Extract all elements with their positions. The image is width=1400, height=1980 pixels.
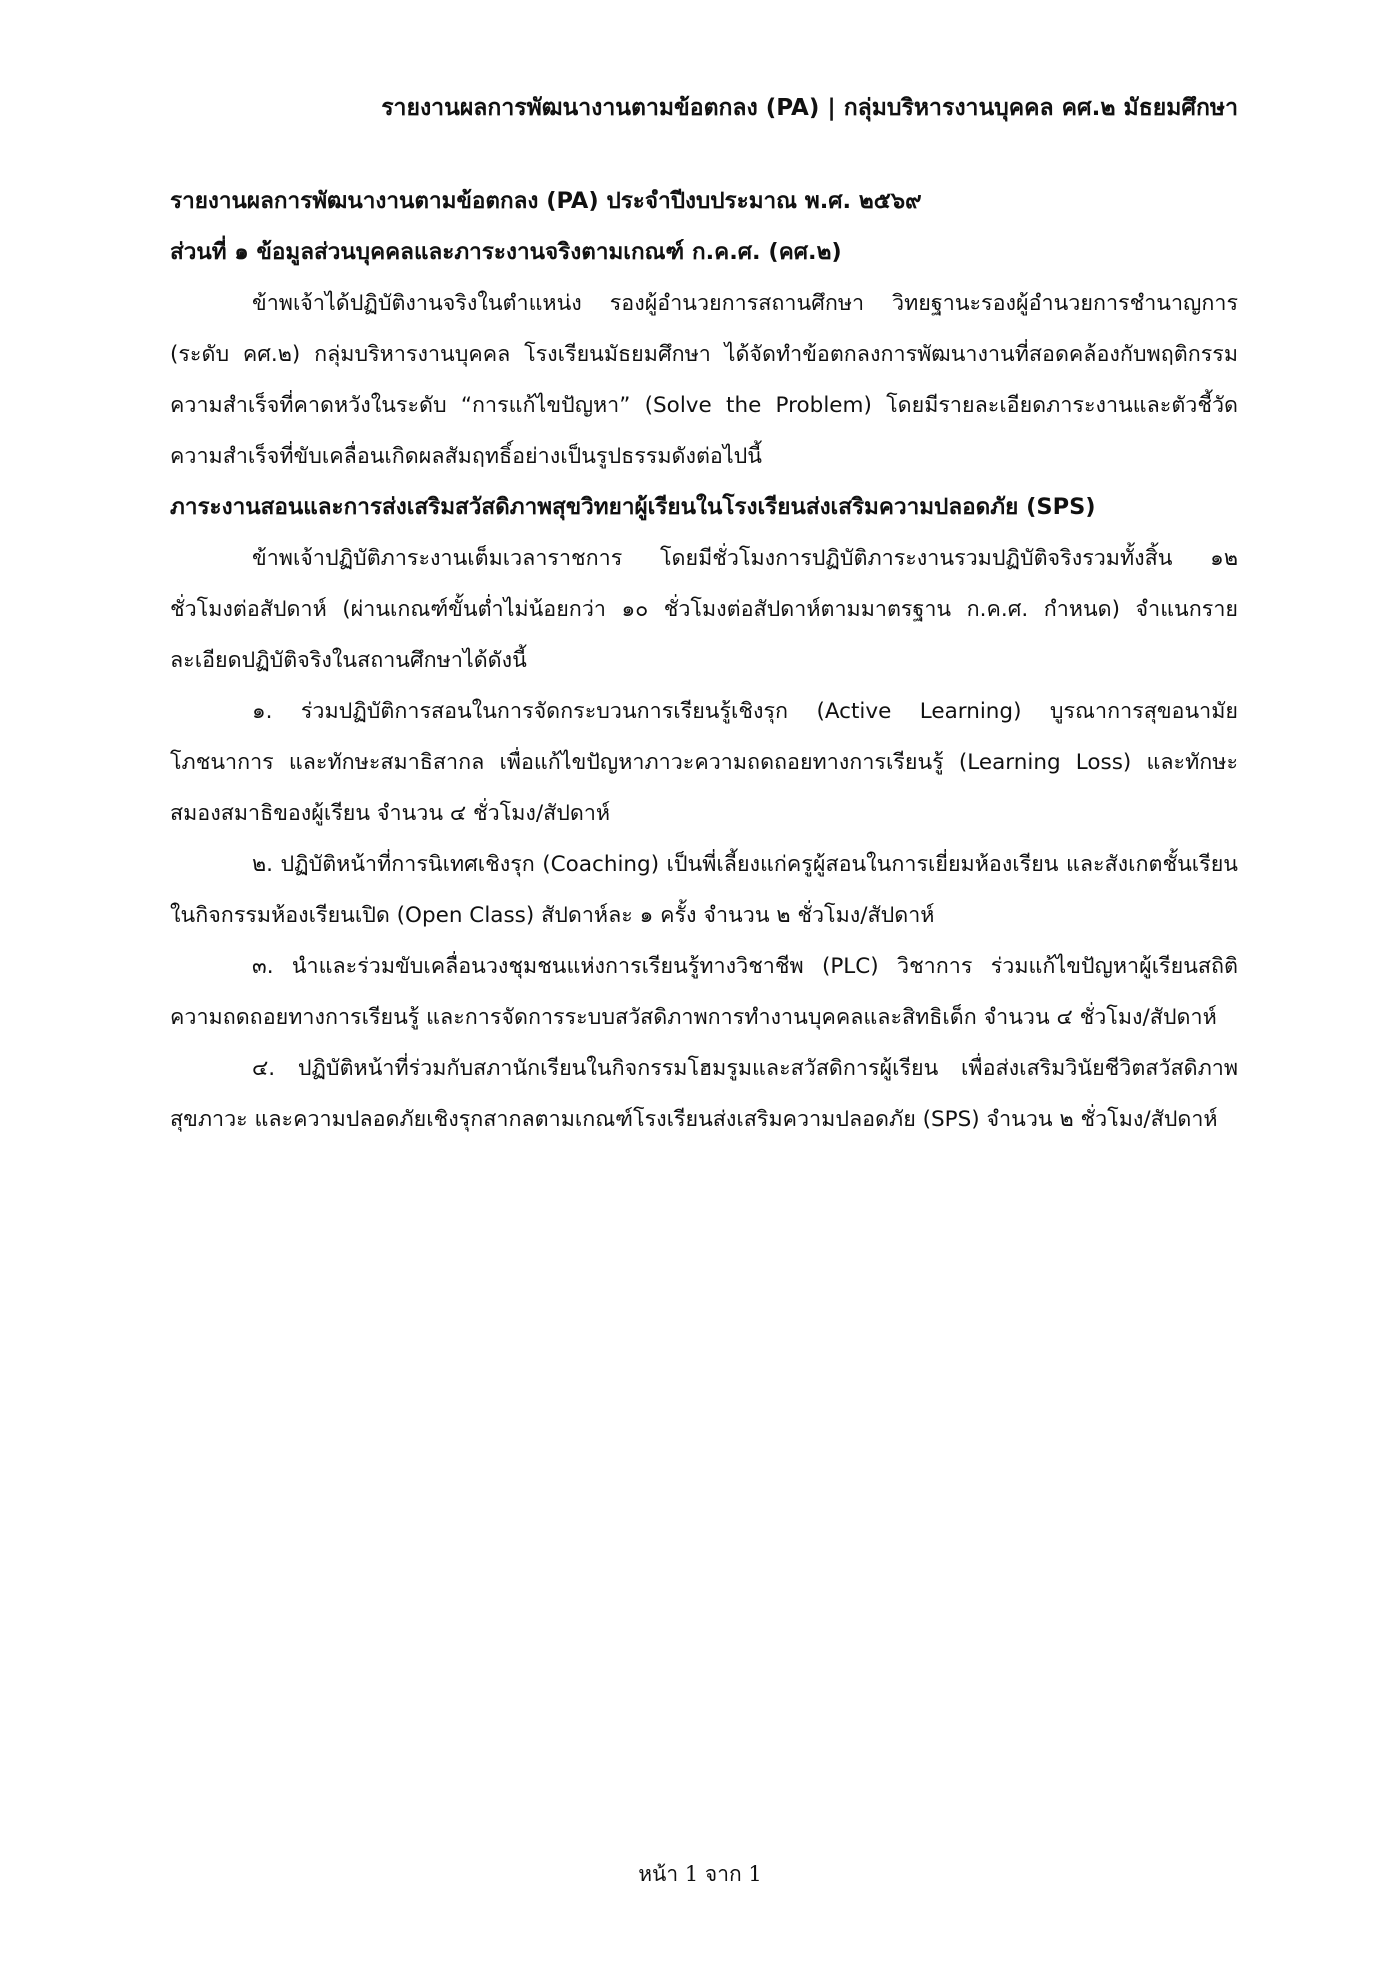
intro-paragraph: ข้าพเจ้าได้ปฏิบัติงานจริงในตำแหน่ง รองผู้อำนวยการสถานศึกษา วิทยฐานะรองผู้อำนวยการชำนาญการ (ระดับ คศ.๒) กลุ่มบริหารงานบุคคล โรงเรียนมัธยมศึกษา ได้จัดทำข้อตกลงการพัฒนางานที่สอดคล้องกับพฤติกรรมความสำเร็จที่คาดหวังในระดับ “การแก้ไขปัญหา” (Solve the Problem) โดยมีรายละเอียดภาระงานและตัวชี้วัดความสำเร็จที่ขับเคลื่อนเกิดผลสัมฤทธิ์อย่างเป็นรูปธรรมดังต่อไปนี้: [170, 291, 1238, 469]
document-body: [170, 176, 1238, 1145]
list-item: ๓. นำและร่วมขับเคลื่อนวงชุมชนแห่งการเรียนรู้ทางวิชาชีพ (PLC) วิชาการ ร่วมแก้ไขปัญหาผู้เรียนสถิติความถดถอยทางการเรียนรู้ และการจัดการระบบสวัสดิภาพการทำงานบุคคลและสิทธิเด็ก จำนวน ๔ ชั่วโมง/สัปดาห์: [170, 954, 1238, 1030]
list-item: ๔. ปฏิบัติหน้าที่ร่วมกับสภานักเรียนในกิจกรรมโฮมรูมและสวัสดิการผู้เรียน เพื่อส่งเสริมวินัยชีวิตสวัสดิภาพ สุขภาวะ และความปลอดภัยเชิงรุกสากลตามเกณฑ์โรงเรียนส่งเสริมความปลอดภัย (SPS) จำนวน ๒ ชั่วโมง/สัปดาห์: [170, 1056, 1238, 1132]
document-title: รายงานผลการพัฒนางานตามข้อตกลง (PA) ประจำปีงบประมาณ พ.ศ. ๒๕๖๙: [170, 188, 922, 214]
running-header: รายงานผลการพัฒนางานตามข้อตกลง (PA) | กลุ่มบริหารงานบุคคล คศ.๒ มัธยมศึกษา: [381, 95, 1238, 121]
workload-paragraph: ข้าพเจ้าปฏิบัติภาระงานเต็มเวลาราชการ โดยมีชั่วโมงการปฏิบัติภาระงานรวมปฏิบัติจริงรวมทั้งสิ้น ๑๒ ชั่วโมงต่อสัปดาห์ (ผ่านเกณฑ์ขั้นต่ำไม่น้อยกว่า ๑๐ ชั่วโมงต่อสัปดาห์ตามมาตรฐาน ก.ค.ศ. กำหนด) จำแนกรายละเอียดปฏิบัติจริงในสถานศึกษาได้ดังนี้: [170, 546, 1238, 673]
list-item: ๒. ปฏิบัติหน้าที่การนิเทศเชิงรุก (Coaching) เป็นพี่เลี้ยงแก่ครูผู้สอนในการเยี่ยมห้องเรียน และสังเกตชั้นเรียนในกิจกรรมห้องเรียนเปิด (Open Class) สัปดาห์ละ ๑ ครั้ง จำนวน ๒ ชั่วโมง/สัปดาห์: [170, 852, 1238, 928]
section-heading: ส่วนที่ ๑ ข้อมูลส่วนบุคคลและภาระงานจริงตามเกณฑ์ ก.ค.ศ. (คศ.๒): [170, 239, 842, 265]
list-item: ๑. ร่วมปฏิบัติการสอนในการจัดกระบวนการเรียนรู้เชิงรุก (Active Learning) บูรณาการสุขอนามัยโภชนาการ และทักษะสมาธิสากล เพื่อแก้ไขปัญหาภาวะความถดถอยทางการเรียนรู้ (Learning Loss) และทักษะสมองสมาธิของผู้เรียน จำนวน ๔ ชั่วโมง/สัปดาห์: [170, 699, 1238, 826]
subsection-heading: ภาระงานสอนและการส่งเสริมสวัสดิภาพสุขวิทยาผู้เรียนในโรงเรียนส่งเสริมความปลอดภัย (SPS): [170, 494, 1096, 520]
page-number-footer: หน้า 1 จาก 1: [638, 1862, 762, 1886]
